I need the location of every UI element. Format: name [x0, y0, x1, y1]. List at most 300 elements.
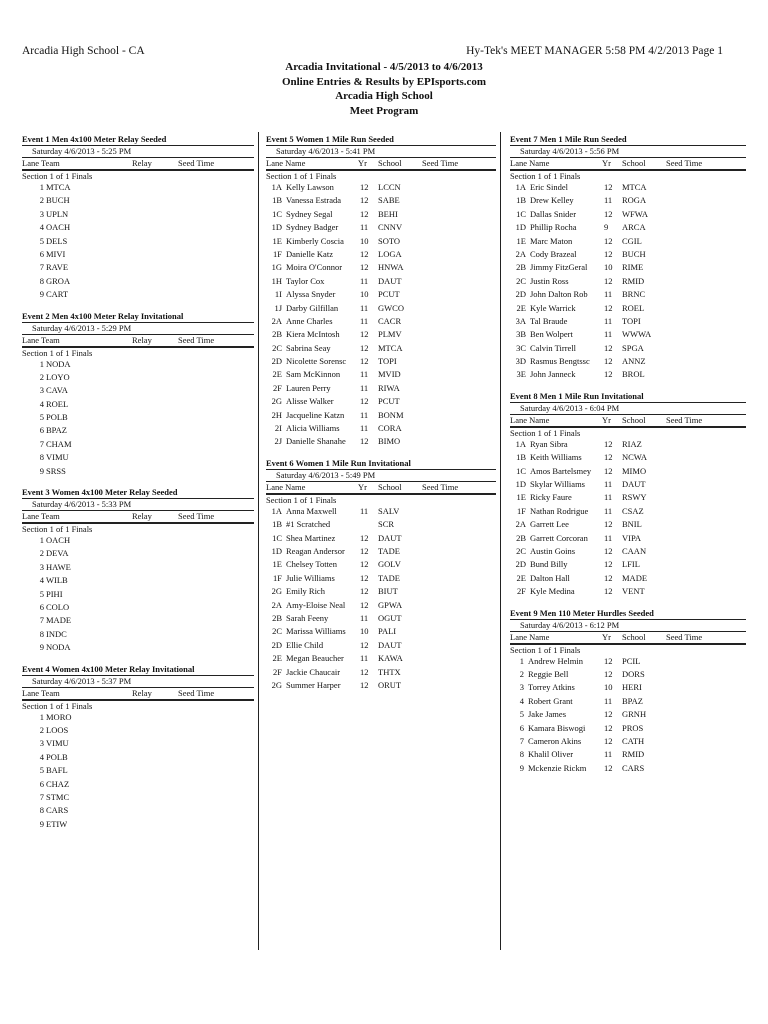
lane: 7 — [39, 438, 44, 449]
event-title: Event 8 Men 1 Mile Run Invitational — [510, 390, 644, 401]
table-row — [266, 356, 496, 369]
table-row — [266, 369, 496, 382]
school: DAUT — [622, 479, 646, 490]
year: 12 — [604, 709, 613, 720]
school: SALV — [378, 505, 400, 516]
athlete-name: Drew Kelley — [530, 195, 574, 206]
year: 9 — [604, 222, 609, 233]
spacer — [22, 303, 254, 311]
year: 12 — [604, 586, 613, 597]
athlete-name: Reggie Bell — [528, 668, 569, 679]
team: SRSS — [46, 465, 66, 476]
year: 12 — [360, 545, 369, 556]
team: LOYO — [46, 371, 70, 382]
school: DAUT — [378, 639, 402, 650]
lane: 1I — [274, 289, 282, 300]
lane: 2F — [273, 382, 282, 393]
team: DEVA — [46, 548, 69, 559]
event-date: Saturday 4/6/2013 - 5:56 PM — [520, 146, 620, 156]
lane: 7 — [519, 735, 524, 746]
lane: 7 — [39, 615, 44, 626]
lane: 8 — [519, 749, 524, 760]
lane: 2A — [515, 248, 526, 259]
team: CART — [46, 289, 69, 300]
year: 12 — [360, 532, 369, 543]
lane: 1C — [516, 465, 526, 476]
col-yr: Yr — [602, 414, 611, 425]
event-date: Saturday 4/6/2013 - 6:12 PM — [520, 619, 620, 630]
table-row — [510, 479, 746, 492]
col-seed-time: Seed Time — [666, 631, 703, 642]
column-header — [22, 510, 254, 522]
athlete-name: Justin Ross — [530, 275, 569, 286]
lane: 1D — [515, 479, 526, 490]
event-title: Event 2 Men 4x100 Meter Relay Invitational — [22, 310, 184, 321]
school: BIMO — [378, 436, 401, 447]
athlete-name: Danielle Katz — [286, 248, 333, 259]
meet-subtitle: Online Entries & Results by EPIsports.com — [281, 75, 487, 88]
table-row — [22, 399, 254, 412]
table-row — [266, 236, 496, 249]
table-row — [510, 439, 746, 452]
school: THTX — [378, 666, 401, 677]
event-date: Saturday 4/6/2013 - 5:37 PM — [32, 675, 132, 686]
team: OACH — [46, 222, 71, 233]
col-lane-team: Lane Team — [22, 158, 60, 168]
year: 10 — [604, 682, 613, 693]
team: MIVI — [46, 248, 66, 259]
year: 12 — [360, 586, 369, 597]
col-school: School — [622, 631, 646, 642]
athlete-name: Marc Maton — [530, 235, 573, 246]
lane: 2H — [271, 409, 282, 420]
table-row — [22, 642, 254, 655]
table-row — [266, 249, 496, 262]
year: 12 — [360, 195, 369, 206]
lane: 2J — [274, 436, 282, 447]
team: POLB — [46, 412, 68, 423]
school: ANNZ — [622, 356, 646, 367]
lane: 8 — [39, 628, 44, 639]
table-row — [510, 262, 746, 275]
school: DAUT — [378, 532, 402, 543]
table-row — [510, 586, 746, 599]
year: 11 — [360, 382, 369, 393]
lane: 5 — [519, 709, 524, 720]
table-row — [22, 712, 254, 725]
athlete-name: Marissa Williams — [286, 626, 346, 637]
lane: 6 — [39, 248, 44, 259]
team: LOOS — [46, 724, 69, 735]
school: DORS — [622, 668, 645, 679]
school: CARS — [622, 762, 645, 773]
school: CNNV — [378, 222, 403, 233]
lane: 3D — [515, 356, 526, 367]
team: OACH — [46, 535, 71, 546]
team: BAFL — [46, 765, 68, 776]
year: 11 — [360, 369, 369, 380]
lane: 1 — [39, 358, 44, 369]
table-row — [266, 546, 496, 559]
athlete-name: Kiera McIntosh — [286, 329, 340, 340]
school: ROGA — [622, 195, 647, 206]
year: 12 — [604, 302, 613, 313]
col-seed-time: Seed Time — [666, 158, 703, 168]
athlete-name: Tal Braude — [530, 315, 568, 326]
athlete-name: Cody Brazeal — [530, 248, 577, 259]
table-row — [22, 819, 254, 832]
school: BEHI — [378, 208, 398, 219]
table-row — [266, 396, 496, 409]
team: PIHI — [46, 588, 63, 599]
school: WFWA — [622, 208, 648, 219]
year: 12 — [360, 262, 369, 273]
team: INDC — [46, 628, 67, 639]
table-row — [22, 439, 254, 452]
team: BUCH — [46, 195, 70, 206]
year: 11 — [604, 492, 613, 503]
lane: 2C — [272, 626, 282, 637]
year: 12 — [360, 248, 369, 259]
event-title: Event 6 Women 1 Mile Run Invitational — [266, 457, 411, 468]
school: MTCA — [622, 182, 647, 192]
year: 12 — [360, 342, 369, 353]
lane: 1F — [273, 248, 282, 259]
year: 12 — [604, 342, 613, 353]
school: TADE — [378, 572, 400, 583]
table-row — [22, 425, 254, 438]
lane: 4 — [39, 751, 44, 762]
table-row — [266, 222, 496, 235]
team: VIMU — [46, 452, 69, 463]
table-row — [266, 316, 496, 329]
athlete-name: John Janneck — [530, 369, 576, 380]
table-row — [266, 289, 496, 302]
year: 11 — [360, 222, 369, 233]
athlete-name: Dalton Hall — [530, 572, 570, 583]
event-date: Saturday 4/6/2013 - 5:29 PM — [32, 322, 132, 333]
team: MTCA — [46, 182, 71, 192]
table-row — [22, 262, 254, 275]
col-school: School — [378, 481, 402, 492]
year: 11 — [360, 302, 369, 313]
lane: 2C — [516, 545, 526, 556]
section-label: Section 1 of 1 Finals — [22, 171, 93, 181]
col-lane-name: Lane Name — [510, 631, 550, 642]
school: GOLV — [378, 559, 401, 570]
section-label: Section 1 of 1 Finals — [510, 427, 581, 438]
lane: 2E — [272, 369, 282, 380]
school: RMID — [622, 275, 645, 286]
lane: 7 — [39, 791, 44, 802]
table-row — [22, 629, 254, 642]
lane: 1F — [517, 505, 526, 516]
lane: 1B — [272, 195, 282, 206]
lane: 9 — [39, 642, 44, 653]
team: WILB — [46, 575, 68, 586]
lane: 3E — [516, 369, 526, 380]
year: 12 — [604, 438, 613, 449]
year: 11 — [360, 275, 369, 286]
event-date: Saturday 4/6/2013 - 5:41 PM — [276, 146, 376, 156]
table-row — [510, 249, 746, 262]
lane: 2 — [39, 195, 44, 206]
school: TOPI — [378, 356, 397, 367]
table-row — [22, 249, 254, 262]
table-row — [510, 763, 746, 776]
athlete-name: Robert Grant — [528, 695, 573, 706]
table-row — [510, 466, 746, 479]
school: HERI — [622, 682, 642, 693]
team: GROA — [46, 275, 71, 286]
table-row — [266, 303, 496, 316]
column-header — [510, 631, 746, 643]
athlete-name: Bund Billy — [530, 559, 568, 570]
column-1 — [22, 134, 254, 832]
year: 10 — [360, 626, 369, 637]
table-row — [510, 736, 746, 749]
school: PCUT — [378, 396, 400, 407]
col-lane-name: Lane Name — [510, 414, 550, 425]
year: 10 — [604, 262, 613, 273]
column-header — [22, 334, 254, 346]
year: 12 — [604, 208, 613, 219]
athlete-name: Calvin Tirrell — [530, 342, 577, 353]
event-title: Event 4 Women 4x100 Meter Relay Invitational — [22, 663, 195, 674]
school: LOGA — [378, 248, 402, 259]
table-row — [22, 548, 254, 561]
table-row — [22, 412, 254, 425]
team: UPLN — [46, 208, 69, 219]
lane: 3C — [516, 342, 526, 353]
table-row — [266, 640, 496, 653]
lane: 5 — [39, 588, 44, 599]
table-row — [510, 533, 746, 546]
athlete-name: Sam McKinnon — [286, 369, 341, 380]
table-row — [22, 359, 254, 372]
athlete-name: John Dalton Rob — [530, 289, 588, 300]
lane: 2F — [273, 666, 282, 677]
lane: 1C — [272, 532, 282, 543]
athlete-name: Torrey Atkins — [528, 682, 575, 693]
athlete-name: Julie Williams — [286, 572, 335, 583]
table-row — [22, 195, 254, 208]
year: 12 — [604, 235, 613, 246]
school: NCWA — [622, 452, 648, 463]
table-row — [266, 329, 496, 342]
year: 12 — [604, 572, 613, 583]
athlete-name: Reagan Andersor — [286, 545, 345, 556]
lane: 2G — [271, 396, 282, 407]
table-row — [22, 562, 254, 575]
column-2 — [266, 134, 496, 693]
lane: 1A — [271, 505, 282, 516]
table-row — [266, 559, 496, 572]
school: MVID — [378, 369, 401, 380]
table-row — [22, 575, 254, 588]
table-row — [266, 519, 496, 532]
lane: 1 — [39, 711, 44, 722]
athlete-name: Amy-Eloise Neal — [286, 599, 346, 610]
section-label: Section 1 of 1 Finals — [266, 171, 337, 181]
school: CACR — [378, 315, 402, 326]
lane: 6 — [39, 601, 44, 612]
year: 11 — [604, 749, 613, 760]
school: CATH — [622, 735, 645, 746]
table-row — [22, 535, 254, 548]
year: 10 — [360, 235, 369, 246]
column-divider-2 — [500, 132, 501, 950]
year: 12 — [604, 452, 613, 463]
lane: 6 — [39, 778, 44, 789]
event-date: Saturday 4/6/2013 - 5:25 PM — [32, 146, 132, 156]
year: 12 — [360, 436, 369, 447]
lane: 1B — [272, 519, 282, 530]
lane: 2E — [516, 572, 526, 583]
table-row — [510, 573, 746, 586]
col-seed-time: Seed Time — [666, 414, 703, 425]
event-title: Event 5 Women 1 Mile Run Seeded — [266, 134, 394, 144]
col-seed-time: Seed Time — [178, 158, 215, 168]
school: MADE — [622, 572, 648, 583]
athlete-name: Sarah Feeny — [286, 612, 329, 623]
table-row — [510, 546, 746, 559]
school: CAAN — [622, 545, 647, 556]
year: 12 — [604, 735, 613, 746]
table-row — [510, 519, 746, 532]
school: RIAZ — [622, 438, 642, 449]
school: RIWA — [378, 382, 400, 393]
spacer — [510, 383, 746, 391]
table-row — [510, 696, 746, 709]
lane: 1A — [515, 182, 526, 192]
school: ROEL — [622, 302, 645, 313]
athlete-name: Ricky Faure — [530, 492, 572, 503]
year: 12 — [360, 559, 369, 570]
athlete-name: Lauren Perry — [286, 382, 331, 393]
school: BROL — [622, 369, 645, 380]
table-row — [266, 573, 496, 586]
table-row — [510, 303, 746, 316]
school: GPWA — [378, 599, 403, 610]
col-lane-team: Lane Team — [22, 511, 60, 522]
year: 12 — [360, 182, 369, 192]
year: 12 — [604, 545, 613, 556]
table-row — [22, 276, 254, 289]
col-seed-time: Seed Time — [178, 334, 215, 345]
athlete-name: Anne Charles — [286, 315, 333, 326]
lane: 2 — [519, 668, 524, 679]
year: 12 — [360, 329, 369, 340]
school: RSWY — [622, 492, 647, 503]
athlete-name: Nicolette Sorensc — [286, 356, 347, 367]
school: GRNH — [622, 709, 647, 720]
col-seed-time: Seed Time — [422, 158, 459, 168]
school: RMID — [622, 749, 645, 760]
year: 12 — [604, 722, 613, 733]
school: DAUT — [378, 275, 402, 286]
col-yr: Yr — [358, 158, 367, 168]
year: 11 — [604, 315, 613, 326]
table-row — [22, 236, 254, 249]
column-header — [510, 157, 746, 169]
col-yr: Yr — [602, 158, 611, 168]
table-row — [510, 559, 746, 572]
athlete-name: Kelly Lawson — [286, 182, 334, 192]
school: RIME — [622, 262, 644, 273]
school: MIMO — [622, 465, 647, 476]
team: STMC — [46, 791, 70, 802]
column-header — [266, 157, 496, 169]
table-row — [266, 680, 496, 693]
table-row — [266, 626, 496, 639]
table-row — [22, 738, 254, 751]
athlete-name: Mckenzie Rickm — [528, 762, 587, 773]
year: 11 — [604, 195, 613, 206]
athlete-name: Dallas Snider — [530, 208, 577, 219]
column-header — [22, 687, 254, 699]
athlete-name: Garrett Corcoran — [530, 532, 588, 543]
school: CGIL — [622, 235, 642, 246]
section-label: Section 1 of 1 Finals — [510, 171, 581, 181]
athlete-name: Keith Williams — [530, 452, 582, 463]
lane: 2F — [517, 586, 526, 597]
table-row — [22, 779, 254, 792]
year: 12 — [604, 655, 613, 666]
lane: 1A — [271, 182, 282, 192]
table-row — [510, 356, 746, 369]
athlete-name: Kamara Biswogi — [528, 722, 586, 733]
school: HNWA — [378, 262, 404, 273]
school: PALI — [378, 626, 397, 637]
event-date: Saturday 4/6/2013 - 5:49 PM — [276, 469, 376, 480]
lane: 2D — [515, 289, 526, 300]
lane: 1D — [271, 222, 282, 233]
team: CHAM — [46, 438, 72, 449]
lane: 5 — [39, 765, 44, 776]
lane: 3 — [519, 682, 524, 693]
athlete-name: Jacqueline Katzn — [286, 409, 345, 420]
school: BPAZ — [622, 695, 643, 706]
header-left: Arcadia High School - CA — [22, 45, 145, 57]
table-row — [510, 682, 746, 695]
team: VIMU — [46, 738, 69, 749]
col-lane-team: Lane Team — [22, 334, 60, 345]
lane: 2C — [516, 275, 526, 286]
spacer — [510, 600, 746, 608]
school: BONM — [378, 409, 404, 420]
school: BIUT — [378, 586, 398, 597]
table-row — [510, 209, 746, 222]
spacer — [22, 656, 254, 664]
table-row — [22, 222, 254, 235]
table-row — [22, 805, 254, 818]
table-row — [266, 383, 496, 396]
section-label: Section 1 of 1 Finals — [22, 700, 93, 711]
column-header — [22, 157, 254, 169]
lane: 3 — [39, 738, 44, 749]
lane: 7 — [39, 262, 44, 273]
year: 12 — [604, 248, 613, 259]
athlete-name: Sabrina Seay — [286, 342, 331, 353]
table-row — [22, 602, 254, 615]
col-seed-time: Seed Time — [422, 481, 459, 492]
athlete-name: Shea Martinez — [286, 532, 336, 543]
team: NODA — [46, 642, 71, 653]
table-row — [22, 589, 254, 602]
year: 12 — [360, 396, 369, 407]
school: BNIL — [622, 519, 642, 530]
